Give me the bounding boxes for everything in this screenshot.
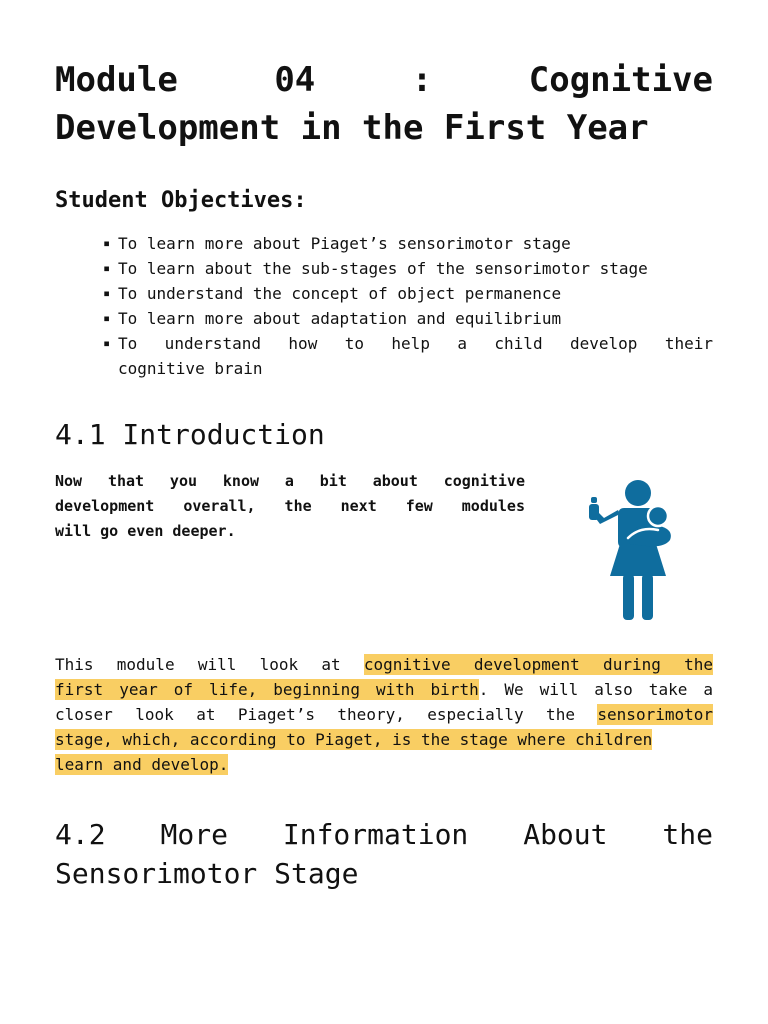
module-line (55, 752, 713, 777)
objective-item-line-2: cognitive brain (118, 359, 263, 378)
sensorimotor-heading-line-1: 4.2 More Information About the (55, 818, 713, 851)
objectives-list (103, 231, 713, 381)
objective-item (103, 331, 713, 381)
highlighted-text: learn and develop. (55, 755, 229, 774)
objective-item: ▪ To understand the concept of object permanence (103, 281, 713, 306)
module-title-line-2: Development in the First Year (55, 108, 649, 148)
module-title-line-1: Module 04 : Cognitive (55, 60, 713, 100)
module-line (55, 652, 713, 677)
objective-item: ▪ To learn more about Piaget’s sensorimotor stage (103, 231, 713, 256)
module-description (55, 652, 713, 777)
intro-heading: 4.1 Introduction (55, 418, 325, 451)
objective-item: ▪ To learn more about adaptation and equilibrium (103, 306, 713, 331)
module-line (55, 677, 713, 702)
module-text-plain: This module will look at (55, 655, 364, 674)
intro-paragraph (55, 469, 525, 544)
highlighted-text: stage, which, according to Piaget, is the stage where children (55, 730, 653, 749)
highlighted-text: cognitive development during the (363, 655, 714, 674)
module-text-plain: . We will also take a (478, 680, 714, 699)
module-title (55, 56, 713, 152)
highlighted-text: first year of life, beginning with birth (55, 680, 479, 699)
intro-line: development overall, the next few modules (55, 497, 525, 515)
sensorimotor-heading-line-2: Sensorimotor Stage (55, 857, 359, 890)
parent-with-baby-and-bottle-icon (580, 478, 678, 622)
objective-item-line-1: ▪ To understand how to help a child develop their (118, 334, 713, 353)
intro-line: Now that you know a bit about cognitive (55, 472, 525, 490)
module-line (55, 702, 713, 727)
sensorimotor-heading (55, 815, 713, 893)
objective-item: ▪ To learn about the sub-stages of the sensorimotor stage (103, 256, 713, 281)
module-text-plain: closer look at Piaget’s theory, especially the (55, 705, 598, 724)
intro-line: will go even deeper. (55, 522, 236, 540)
highlighted-text: sensorimotor (597, 705, 713, 724)
module-line (55, 727, 713, 752)
objectives-heading: Student Objectives: (55, 188, 307, 213)
